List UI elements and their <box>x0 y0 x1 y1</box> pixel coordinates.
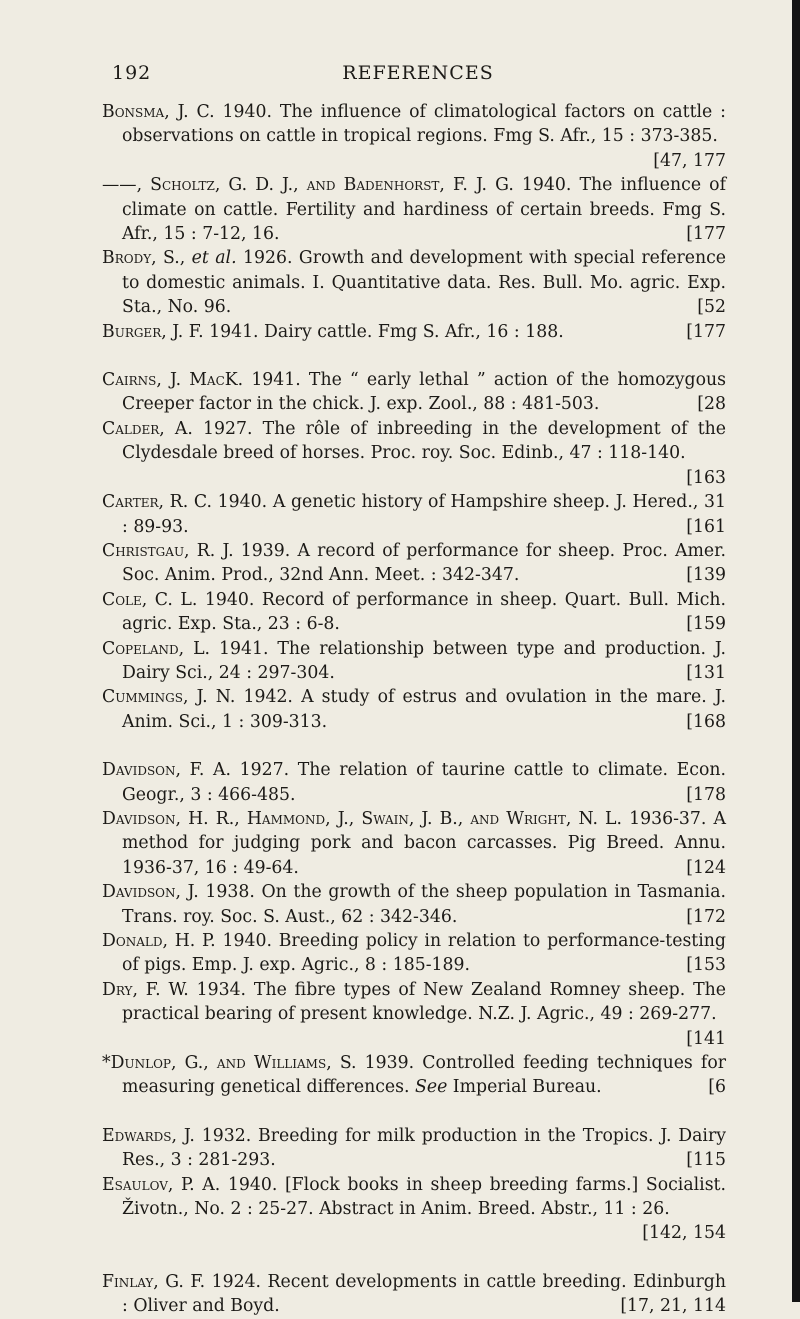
reference-pages: [161 <box>686 516 726 537</box>
reference-entry <box>102 539 726 588</box>
reference-pages: [168 <box>686 711 726 732</box>
reference-author: *Dunlop, G., and Williams, S. <box>102 1053 357 1074</box>
reference-text: 1940. A genetic history of Hampshire sheep. J. Hered., 31 : 89-93. <box>122 492 726 537</box>
reference-pages: [17, 21, 114 <box>620 1296 726 1317</box>
reference-text: 1940. Breeding policy in relation to performance-testing of pigs. Emp. J. exp. Agric., 8 : 185-189. <box>122 931 726 976</box>
reference-entry <box>102 246 726 319</box>
reference-pages: [177 <box>686 321 726 342</box>
reference-text: 1940. Record of performance in sheep. Quart. Bull. Mich. agric. Exp. Sta., 23 : 6-8. <box>122 589 726 635</box>
reference-entry <box>102 637 726 686</box>
reference-entry <box>102 1124 726 1173</box>
reference-tail: Imperial Bureau. <box>452 1077 602 1098</box>
reference-author: Esaulov, P. A. <box>102 1174 221 1195</box>
reference-author: ——, Scholtz, G. D. J., and Badenhorst, F. J. G. <box>102 175 514 196</box>
reference-pages: [47, 177 <box>653 150 726 171</box>
reference-pages: [124 <box>686 857 726 878</box>
reference-entry <box>102 417 726 490</box>
page-header <box>112 60 724 94</box>
reference-pages: [6 <box>708 1077 726 1098</box>
reference-text: 1940. [Flock books in sheep breeding farms.] Socialist. Životn., No. 2 : 25-27. Abstract in Anim. Breed. Abstr., 11 : 26. <box>122 1174 726 1220</box>
reference-pages: [141 <box>686 1028 726 1049</box>
reference-author: Burger, J. F. <box>102 321 204 342</box>
reference-entry <box>102 758 726 807</box>
reference-author: Christgau, R. J. <box>102 540 234 561</box>
reference-author: Copeland, L. <box>102 638 211 659</box>
reference-author: Calder, A. <box>102 418 193 439</box>
running-head: REFERENCES <box>342 62 494 84</box>
reference-author: Cole, C. L. <box>102 589 198 610</box>
reference-entry <box>102 880 726 929</box>
reference-text: 1924. Recent developments in cattle breeding. Edinburgh : Oliver and Boyd. <box>122 1271 726 1317</box>
reference-entry <box>102 929 726 978</box>
reference-entry <box>102 1051 726 1100</box>
reference-author: Finlay, G. F. <box>102 1271 206 1292</box>
reference-pages: [177 <box>686 224 726 245</box>
reference-pages: [153 <box>686 955 726 976</box>
reference-author: Carter, R. C. <box>102 492 212 513</box>
reference-text: 1940. The influence of climatological factors on cattle : observations on cattle in tropical regions. Fmg S. Afr., 15 : 373-385. <box>122 102 726 147</box>
reference-entry <box>102 978 726 1051</box>
reference-entry <box>102 1173 726 1246</box>
reference-text: 1941. Dairy cattle. Fmg S. Afr., 16 : 188. <box>209 321 564 342</box>
reference-entry <box>102 320 726 344</box>
reference-author: Davidson, J. <box>102 882 199 903</box>
reference-pages: [139 <box>686 565 726 586</box>
reference-author: Cairns, J. MacK. <box>102 370 244 391</box>
reference-text: 1938. On the growth of the sheep population in Tasmania. Trans. roy. Soc. S. Aust., 62 : 342-346. <box>122 882 726 927</box>
reference-author: Davidson, H. R., Hammond, J., Swain, J. B., and Wright, N. L. <box>102 808 623 829</box>
reference-entry <box>102 685 726 734</box>
page-number: 192 <box>112 62 152 84</box>
reference-author: Dry, F. W. <box>102 979 189 1000</box>
reference-author-italic: et al. <box>191 248 237 269</box>
reference-text: 1934. The fibre types of New Zealand Romney sheep. The practical bearing of present knowledge. N.Z. J. Agric., 49 : 269-277. <box>122 979 726 1025</box>
reference-pages: [172 <box>686 906 726 927</box>
reference-pages: [163 <box>686 467 726 488</box>
reference-text: 1942. A study of estrus and ovulation in the mare. J. Anim. Sci., 1 : 309-313. <box>122 687 726 732</box>
reference-pages: [131 <box>686 662 726 683</box>
reference-entry <box>102 173 726 246</box>
reference-pages: [28 <box>697 394 726 415</box>
reference-text: 1939. A record of performance for sheep. Proc. Amer. Soc. Anim. Prod., 32nd Ann. Meet. : 342-347. <box>122 540 726 586</box>
reference-pages: [159 <box>686 614 726 635</box>
reference-text: 1927. The relation of taurine cattle to climate. Econ. Geogr., 3 : 466-485. <box>122 760 726 805</box>
reference-pages: [52 <box>697 297 726 318</box>
reference-entry <box>102 368 726 417</box>
reference-entry <box>102 490 726 539</box>
reference-author: Edwards, J. <box>102 1125 195 1146</box>
reference-pages: [115 <box>686 1150 726 1171</box>
reference-text: 1940. The influence of climate on cattle. Fertility and hardiness of certain breeds. Fmg S. Afr., 15 : 7-12, 16. <box>122 175 726 245</box>
reference-see-italic: See <box>415 1077 448 1098</box>
reference-author: Brody, S., <box>102 248 186 269</box>
reference-pages: [142, 154 <box>642 1223 726 1244</box>
reference-text: 1941. The “ early lethal ” action of the homozygous Creeper factor in the chick. J. exp. Zool., 88 : 481-503. <box>122 370 727 415</box>
reference-pages: [178 <box>686 784 726 805</box>
reference-list <box>102 100 726 1319</box>
reference-text: 1926. Growth and development with special reference to domestic animals. I. Quantitative data. Res. Bull. Mo. agric. Exp. Sta., No. 96. <box>122 248 726 318</box>
reference-entry <box>102 807 726 880</box>
reference-text: 1941. The relationship between type and production. J. Dairy Sci., 24 : 297-304. <box>122 638 727 683</box>
reference-text: 1939. Controlled feeding techniques for measuring genetical differences. <box>122 1053 726 1098</box>
reference-author: Cummings, J. N. <box>102 687 236 708</box>
page-edge-shadow <box>792 0 800 1302</box>
reference-author: Davidson, F. A. <box>102 760 232 781</box>
reference-entry <box>102 100 726 173</box>
reference-author: Bonsma, J. C. <box>102 102 215 122</box>
reference-entry <box>102 588 726 637</box>
reference-entry <box>102 1270 726 1319</box>
reference-author: Donald, H. P. <box>102 931 216 951</box>
reference-text: 1932. Breeding for milk production in the Tropics. J. Dairy Res., 3 : 281-293. <box>122 1125 726 1171</box>
reference-text: 1927. The rôle of inbreeding in the development of the Clydesdale breed of horses. Proc. roy. Soc. Edinb., 47 : 118-140. <box>122 418 726 464</box>
reference-text: 1936-37. A method for judging pork and bacon carcasses. Pig Breed. Annu. 1936-37, 16 : 49-64. <box>122 808 726 878</box>
